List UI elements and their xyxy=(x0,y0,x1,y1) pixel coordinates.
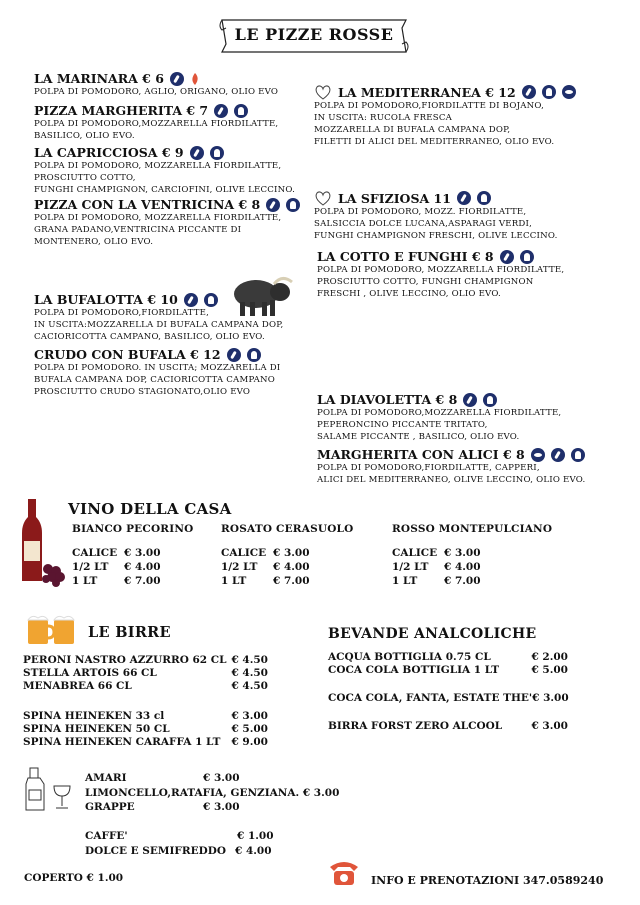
pizza-desc: SALAME PICCANTE , BASILICO, OLIO EVO. xyxy=(317,432,520,442)
lactose-icon xyxy=(234,104,248,118)
vegan-icon xyxy=(457,191,471,205)
wine-size: 1 LT xyxy=(392,575,418,587)
beer-row xyxy=(23,680,268,692)
pizza-desc: POLPA DI POMODORO,MOZZARELLA FIORDILATTE, xyxy=(317,408,562,418)
pizza-desc: POLPA DI POMODORO,FIORDILATTE DI BOJANO, xyxy=(314,101,545,111)
fish-icon xyxy=(531,448,545,462)
pizza-desc: POLPA DI POMODORO, AGLIO, ORIGANO, OLIO EVO xyxy=(34,87,279,97)
digestivo-item: AMARI xyxy=(85,772,127,784)
pizza-desc: POLPA DI POMODORO, MOZZARELLA FIORDILATTE, xyxy=(34,161,282,171)
wine-size: 1/2 LT xyxy=(221,561,258,573)
pizza-desc: GRANA PADANO,VENTRICINA PICCANTE DI xyxy=(34,225,242,235)
wine-price: € 3.00 xyxy=(444,547,481,559)
soft-price: € 2.00 xyxy=(531,651,568,663)
beer-item: SPINA HEINEKEN 33 cl xyxy=(23,710,165,722)
wine-price: € 7.00 xyxy=(273,575,310,587)
lactose-icon xyxy=(542,85,556,99)
vegan-icon xyxy=(551,448,565,462)
pizza-desc: POLPA DI POMODORO,FIORDILATTE, CAPPERI, xyxy=(317,463,540,473)
beer-price: € 5.00 xyxy=(231,723,268,735)
vegan-icon xyxy=(266,198,280,212)
pizza-desc: MONTENERO, OLIO EVO. xyxy=(34,237,154,247)
digestivo-item: GRAPPE xyxy=(85,801,135,813)
wine-col-rosato xyxy=(221,523,354,587)
wine-name: ROSSO MONTEPULCIANO xyxy=(392,523,553,535)
wine-name: BIANCO PECORINO xyxy=(72,523,194,535)
heart-icon xyxy=(314,190,332,206)
beer-price: € 4.50 xyxy=(231,654,268,666)
wine-price: € 4.00 xyxy=(273,561,310,573)
lactose-icon xyxy=(286,198,300,212)
vegan-icon xyxy=(227,348,241,362)
wine-title: VINO DELLA CASA xyxy=(68,500,232,518)
vegan-icon xyxy=(463,393,477,407)
lactose-icon xyxy=(210,146,224,160)
coperto: COPERTO € 1.00 xyxy=(24,872,124,884)
wine-price: € 3.00 xyxy=(124,547,161,559)
digestivi-limoncello xyxy=(85,787,339,799)
pizza-desc: POLPA DI POMODORO, MOZZARELLA FIORDILATTE, xyxy=(317,265,565,275)
pizza-desc: CACIORICOTTA CAMPANO, BASILICO, OLIO EVO. xyxy=(34,332,265,342)
pizza-desc: IN USCITA:MOZZARELLA DI BUFALA CAMPANA DOP, xyxy=(34,320,284,330)
dolce-item: DOLCE E SEMIFREDDO xyxy=(85,845,226,857)
wine-price: € 7.00 xyxy=(444,575,481,587)
vegan-icon xyxy=(214,104,228,118)
pizza-desc: MOZZARELLA DI BUFALA CAMPANA DOP, xyxy=(314,125,511,135)
beer-price: € 3.00 xyxy=(231,710,268,722)
wine-price: € 7.00 xyxy=(124,575,161,587)
digestivo-price: € 3.00 xyxy=(302,787,340,799)
liquor-bottle-icon xyxy=(24,766,74,812)
beer-item: STELLA ARTOIS 66 CL xyxy=(23,667,157,679)
lactose-icon xyxy=(477,191,491,205)
pizza-name: LA COTTO E FUNGHI € 8 xyxy=(317,249,494,264)
beer-item: PERONI NASTRO AZZURRO 62 CL xyxy=(23,654,227,666)
pizza-name: LA MARINARA € 6 xyxy=(34,71,164,86)
wine-size: 1/2 LT xyxy=(72,561,109,573)
pizza-cotto-funghi xyxy=(317,249,564,300)
beer-price: € 9.00 xyxy=(231,736,268,748)
pizza-desc: FUNGHI CHAMPIGNON FRESCHI, OLIVE LECCINO. xyxy=(314,231,558,241)
pizza-name: LA CAPRICCIOSA € 9 xyxy=(34,145,184,160)
caffe-item: CAFFE' xyxy=(85,830,128,842)
vegan-icon xyxy=(170,72,184,86)
pizza-desc: PROSCIUTTO CRUDO STAGIONATO,OLIO EVO xyxy=(34,387,251,397)
pizza-desc: BUFALA CAMPANA DOP, CACIORICOTTA CAMPANO xyxy=(34,375,276,385)
wine-bottle-icon xyxy=(18,497,68,587)
lactose-icon xyxy=(520,250,534,264)
pizza-name: CRUDO CON BUFALA € 12 xyxy=(34,347,221,362)
pizza-desc: FRESCHI , OLIVE LECCINO, OLIO EVO. xyxy=(317,289,501,299)
soft-row xyxy=(328,692,568,704)
beer-row xyxy=(23,667,268,679)
pizza-name: MARGHERITA CON ALICI € 8 xyxy=(317,447,525,462)
info-prenotazioni: INFO E PRENOTAZIONI 347.0589240 xyxy=(371,874,604,887)
beer-row xyxy=(23,654,268,666)
pizza-desc: POLPA DI POMODORO,MOZZARELLA FIORDILATTE, xyxy=(34,119,279,129)
pizza-name: LA DIAVOLETTA € 8 xyxy=(317,392,458,407)
pizza-desc: FUNGHI CHAMPIGNON, CARCIOFINI, OLIVE LECCINO. xyxy=(34,185,296,195)
pizza-sfiziosa xyxy=(314,190,558,242)
pizza-desc: POLPA DI POMODORO,FIORDILATTE, xyxy=(34,308,210,318)
wine-price: € 4.00 xyxy=(124,561,161,573)
pizza-desc: BASILICO, OLIO EVO. xyxy=(34,131,135,141)
pizza-desc: SALSICCIA DOLCE LUCANA,ASPARAGI VERDI, xyxy=(314,219,533,229)
wine-price: € 3.00 xyxy=(273,547,310,559)
beer-item: SPINA HEINEKEN CARAFFA 1 LT xyxy=(23,736,221,748)
pizza-name: PIZZA MARGHERITA € 7 xyxy=(34,103,209,118)
soft-item: COCA COLA, FANTA, ESTATE THE' xyxy=(328,692,533,704)
pizza-desc: FILETTI DI ALICI DEL MEDITERRANEO, OLIO EVO. xyxy=(314,137,555,147)
wine-size: 1 LT xyxy=(72,575,98,587)
beer-title: LE BIRRE xyxy=(88,624,171,641)
pizza-desc: PROSCIUTTO COTTO, FUNGHI CHAMPIGNON xyxy=(317,277,534,287)
pizza-marinara xyxy=(34,71,278,98)
beer-price: € 4.50 xyxy=(231,680,268,692)
pizza-name: LA BUFALOTTA € 10 xyxy=(34,292,178,307)
chili-icon xyxy=(190,72,200,86)
heart-icon xyxy=(314,84,332,100)
wine-size: CALICE xyxy=(72,547,118,559)
digestivo-price: € 3.00 xyxy=(203,801,240,813)
digestivi-amari xyxy=(85,772,240,784)
soft-item: COCA COLA BOTTIGLIA 1 LT xyxy=(328,664,500,676)
caffe-row xyxy=(85,830,274,842)
dolce-row xyxy=(85,845,272,857)
beer-row xyxy=(23,710,268,722)
pizza-capricciosa xyxy=(34,145,295,196)
digestivi-grappe xyxy=(85,801,240,813)
soft-row xyxy=(328,720,568,732)
soft-item: BIRRA FORST ZERO ALCOOL xyxy=(328,720,503,732)
page-title: LE PIZZE ROSSE xyxy=(234,25,394,44)
pizza-name: LA SFIZIOSA 11 xyxy=(338,190,451,206)
pizza-desc: POLPA DI POMODORO. IN USCITA; MOZZARELLA DI xyxy=(34,363,281,373)
pizza-desc: POLPA DI POMODORO, MOZZ. FIORDILATTE, xyxy=(314,207,527,217)
vegan-icon xyxy=(190,146,204,160)
beer-list xyxy=(23,654,268,748)
pizza-ventricina xyxy=(34,197,300,248)
wine-size: CALICE xyxy=(221,547,267,559)
digestivo-price: € 3.00 xyxy=(203,772,240,784)
fish-icon xyxy=(562,85,576,99)
wine-col-rosso xyxy=(392,523,552,587)
lactose-icon xyxy=(204,293,218,307)
pizza-mediterranea xyxy=(314,84,576,148)
pizza-desc: IN USCITA: RUCOLA FRESCA xyxy=(314,113,452,123)
pizza-desc: POLPA DI POMODORO, MOZZARELLA FIORDILATTE, xyxy=(34,213,282,223)
wine-price: € 4.00 xyxy=(444,561,481,573)
pizza-desc: ALICI DEL MEDITERRANEO, OLIVE LECCINO, OLIO EVO. xyxy=(317,475,586,485)
beer-price: € 4.50 xyxy=(231,667,268,679)
beer-mugs-icon xyxy=(24,612,80,646)
beer-row xyxy=(23,723,268,735)
wine-col-bianco xyxy=(72,523,193,587)
vegan-icon xyxy=(500,250,514,264)
soft-row xyxy=(328,651,568,663)
soft-price: € 3.00 xyxy=(531,720,568,732)
beer-row xyxy=(23,736,268,748)
pizza-crudo-bufala xyxy=(34,347,280,398)
pizza-desc: PEPERONCINO PICCANTE TRITATO, xyxy=(317,420,488,430)
wine-size: CALICE xyxy=(392,547,438,559)
vegan-icon xyxy=(522,85,536,99)
dolce-price: € 4.00 xyxy=(235,845,272,857)
lactose-icon xyxy=(571,448,585,462)
soft-drinks-list xyxy=(328,651,568,732)
telephone-icon xyxy=(328,857,360,887)
beer-item: SPINA HEINEKEN 50 CL xyxy=(23,723,170,735)
soft-drinks-title: BEVANDE ANALCOLICHE xyxy=(328,626,537,642)
wine-name: ROSATO CERASUOLO xyxy=(221,523,354,535)
vegan-icon xyxy=(184,293,198,307)
soft-row xyxy=(328,664,568,676)
soft-price: € 3.00 xyxy=(532,692,569,704)
wine-size: 1/2 LT xyxy=(392,561,429,573)
soft-price: € 5.00 xyxy=(531,664,568,676)
wine-size: 1 LT xyxy=(221,575,247,587)
pizza-bufalotta xyxy=(34,292,283,343)
beer-item: MENABREA 66 CL xyxy=(23,680,132,692)
pizza-margherita-alici xyxy=(317,447,585,486)
pizza-margherita xyxy=(34,103,278,142)
caffe-price: € 1.00 xyxy=(237,830,274,842)
lactose-icon xyxy=(483,393,497,407)
digestivo-item: LIMONCELLO,RATAFIA, GENZIANA. xyxy=(85,787,300,799)
pizza-name: LA MEDITERRANEA € 12 xyxy=(338,84,516,100)
pizza-name: PIZZA CON LA VENTRICINA € 8 xyxy=(34,197,261,212)
pizza-diavoletta xyxy=(317,392,561,443)
lactose-icon xyxy=(247,348,261,362)
soft-item: ACQUA BOTTIGLIA 0.75 CL xyxy=(328,651,491,663)
pizza-desc: PROSCIUTTO COTTO, xyxy=(34,173,136,183)
